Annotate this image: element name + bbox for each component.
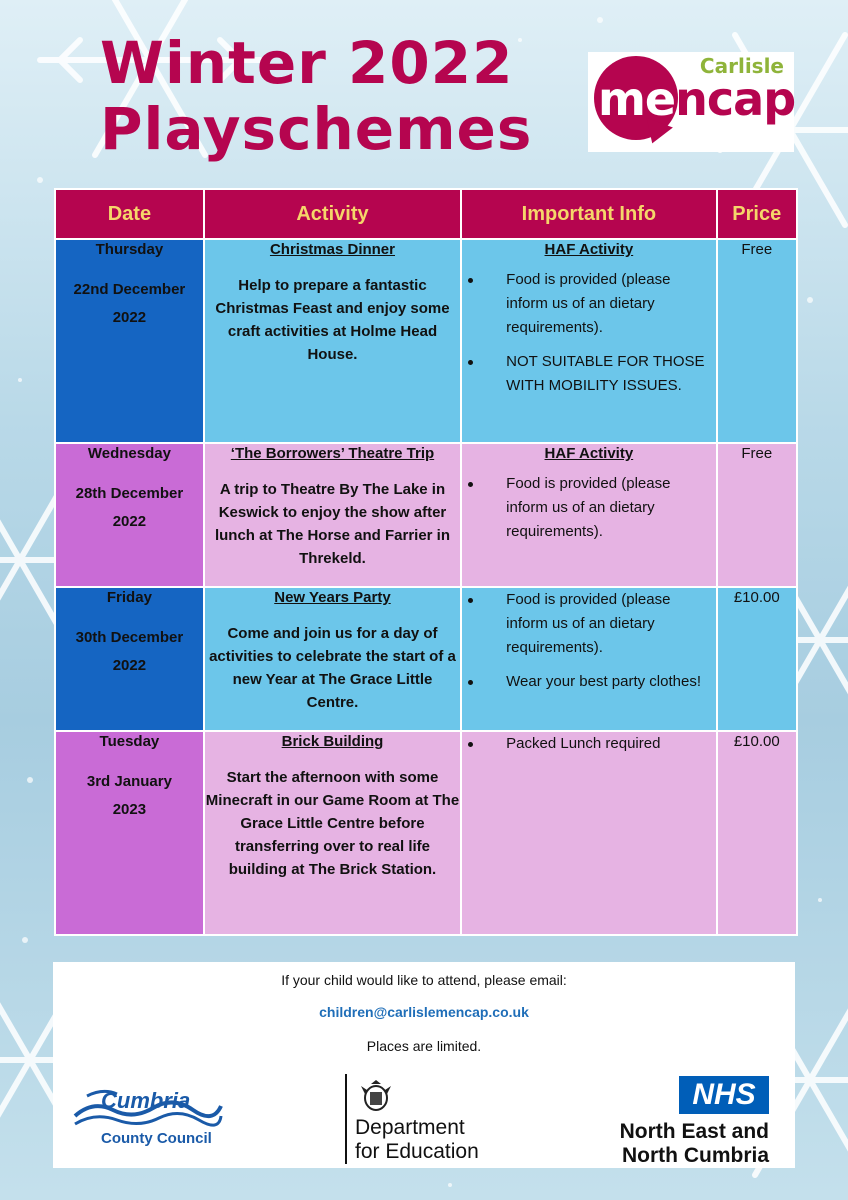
dfe-name bbox=[355, 1116, 479, 1164]
table-header-row bbox=[55, 189, 797, 239]
day-label: Friday bbox=[106, 589, 152, 606]
cumbria-county-council-logo bbox=[73, 1086, 223, 1152]
title-line-2: Playschemes bbox=[100, 95, 533, 163]
info-item: NOT SUITABLE FOR THOSE WITH MOBILITY ISSUES. bbox=[506, 350, 715, 398]
attend-instructions: If your child would like to attend, please email: bbox=[281, 972, 567, 988]
nhs-region-line-2: North Cumbria bbox=[622, 1144, 769, 1167]
header-price: Price bbox=[717, 189, 797, 239]
info-heading: HAF Activity bbox=[544, 445, 634, 462]
email-link[interactable]: children@carlislemencap.co.uk bbox=[319, 1004, 529, 1020]
year-label: 2022 bbox=[112, 309, 147, 326]
info-cell bbox=[461, 239, 716, 443]
day-label: Wednesday bbox=[87, 445, 171, 462]
activity-cell bbox=[204, 587, 461, 731]
title-line-1: Winter 2022 bbox=[100, 29, 514, 97]
activity-name: Christmas Dinner bbox=[269, 241, 395, 258]
activity-description: Start the afternoon with some Minecraft in our Game Room at The Grace Little Centre before transferring over to real life building at The Brick Station. bbox=[205, 769, 460, 878]
price-cell: £10.00 bbox=[717, 731, 797, 935]
date-label: 3rd January bbox=[86, 773, 172, 790]
header-activity: Activity bbox=[204, 189, 461, 239]
nhs-mark: NHS bbox=[679, 1076, 769, 1114]
price-cell: Free bbox=[717, 443, 797, 587]
info-list bbox=[462, 732, 715, 756]
date-cell bbox=[55, 239, 204, 443]
activity-cell bbox=[204, 731, 461, 935]
info-item: Food is provided (please inform us of an dietary requirements). bbox=[506, 268, 715, 340]
department-for-education-logo bbox=[345, 1074, 515, 1164]
year-label: 2022 bbox=[112, 657, 147, 674]
header-important-info: Important Info bbox=[461, 189, 716, 239]
activity-description: Come and join us for a day of activities to celebrate the start of a new Year at The Grace Little Centre. bbox=[209, 625, 456, 711]
activity-cell bbox=[204, 239, 461, 443]
cumbria-name: Cumbria bbox=[101, 1088, 191, 1113]
logo-region: Carlisle bbox=[699, 54, 784, 78]
playscheme-table bbox=[54, 188, 798, 936]
logo-divider-bar bbox=[345, 1074, 347, 1164]
activity-name: New Years Party bbox=[274, 589, 391, 606]
nhs-region-line-1: North East and bbox=[619, 1120, 769, 1143]
info-list bbox=[462, 588, 715, 694]
page-title bbox=[100, 30, 532, 162]
table-row bbox=[55, 587, 797, 731]
info-item: Food is provided (please inform us of an dietary requirements). bbox=[506, 588, 715, 660]
date-label: 28th December bbox=[75, 485, 184, 502]
info-heading: HAF Activity bbox=[544, 241, 634, 258]
nhs-region bbox=[620, 1120, 769, 1168]
logo-wordmark-rest: ncap bbox=[675, 72, 796, 126]
info-item: Packed Lunch required bbox=[506, 732, 715, 756]
activity-description: Help to prepare a fantastic Christmas Feast and enjoy some craft activities at Holme Head House. bbox=[215, 277, 450, 363]
date-cell bbox=[55, 443, 204, 587]
date-label: 22nd December bbox=[73, 281, 186, 298]
table-row bbox=[55, 443, 797, 587]
price-cell: Free bbox=[717, 239, 797, 443]
carlisle-mencap-logo bbox=[588, 52, 794, 152]
year-label: 2022 bbox=[112, 513, 147, 530]
info-item: Food is provided (please inform us of an dietary requirements). bbox=[506, 472, 715, 544]
info-list bbox=[462, 268, 715, 398]
date-cell bbox=[55, 587, 204, 731]
logo-wordmark-first: me bbox=[598, 72, 676, 126]
contact-footer bbox=[53, 962, 795, 1168]
activity-name: Brick Building bbox=[281, 733, 384, 750]
day-label: Thursday bbox=[95, 241, 164, 258]
cumbria-subtitle: County Council bbox=[101, 1130, 212, 1147]
royal-crest-icon bbox=[359, 1080, 393, 1112]
dfe-line-2: for Education bbox=[355, 1140, 479, 1163]
activity-description: A trip to Theatre By The Lake in Keswick to enjoy the show after lunch at The Horse and Farrier in Threkeld. bbox=[214, 481, 451, 567]
nhs-logo bbox=[593, 1076, 783, 1166]
info-cell bbox=[461, 587, 716, 731]
table-row bbox=[55, 239, 797, 443]
logo-wordmark bbox=[598, 72, 795, 126]
price-cell: £10.00 bbox=[717, 587, 797, 731]
activity-name: ‘The Borrowers’ Theatre Trip bbox=[230, 445, 435, 462]
places-limited-note: Places are limited. bbox=[366, 1038, 482, 1054]
table-row bbox=[55, 731, 797, 935]
header-date: Date bbox=[55, 189, 204, 239]
dfe-line-1: Department bbox=[355, 1116, 465, 1139]
date-cell bbox=[55, 731, 204, 935]
email-line bbox=[53, 1004, 795, 1020]
activity-cell bbox=[204, 443, 461, 587]
year-label: 2023 bbox=[112, 801, 147, 818]
info-cell bbox=[461, 731, 716, 935]
info-cell bbox=[461, 443, 716, 587]
day-label: Tuesday bbox=[99, 733, 160, 750]
info-list bbox=[462, 472, 715, 544]
info-item: Wear your best party clothes! bbox=[506, 670, 715, 694]
date-label: 30th December bbox=[75, 629, 184, 646]
